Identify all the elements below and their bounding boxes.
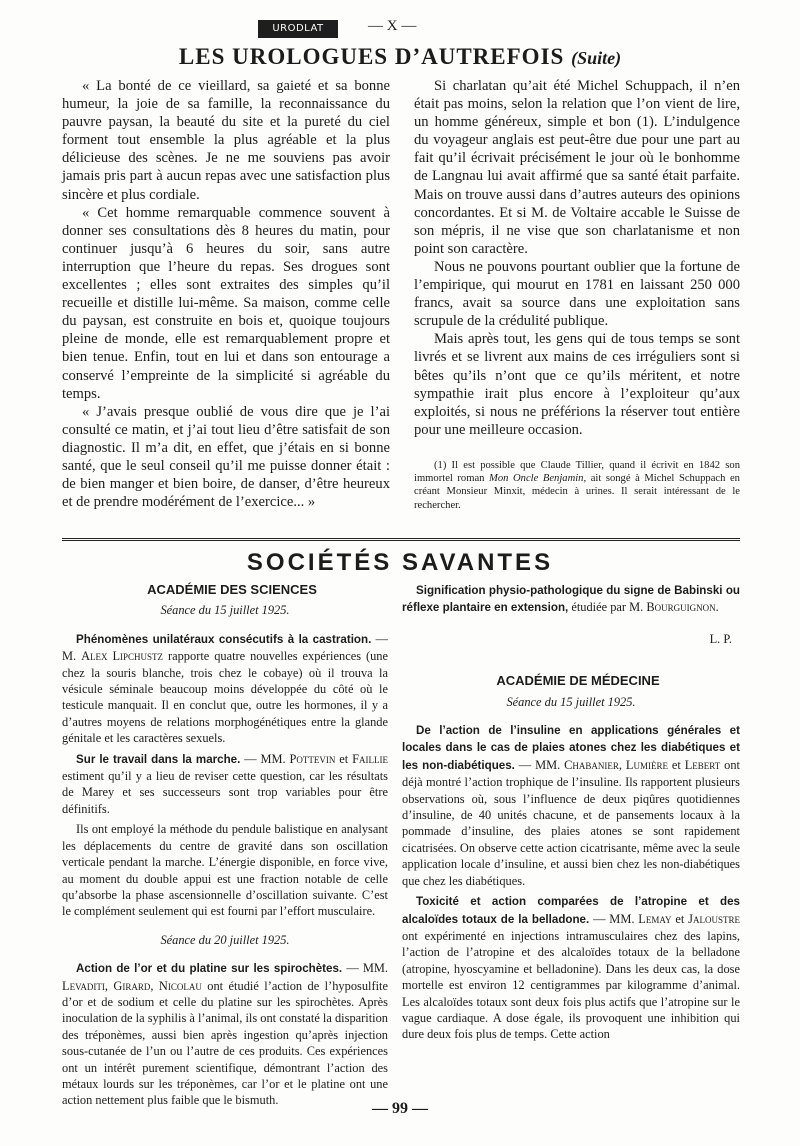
report-paragraph xyxy=(62,960,388,1109)
report-paragraph xyxy=(62,751,388,818)
article-paragraph: Nous ne pouvons pourtant oublier que la fortune de l’empirique, qui mourut en 1781 en laissant 250 000 francs, avait sa source dans une exploitation sans scrupule de la crédulité publique. xyxy=(414,258,740,330)
signature: L. P. xyxy=(709,631,732,646)
report-paragraph: Ils ont employé la méthode du pendule balistique en analysant les déplacements du centre de gravité dans son oscillation verticale pendant la marche. L’énergie disponible, en force vive, au moment du double appui est une fraction notable de celle qu’absorbe la phase ascensionnelle d’oscillation suivante. C’est le complément seulement qui est fourni par l’effort musculaire. xyxy=(62,822,388,919)
article-title xyxy=(0,44,800,70)
seance-date: Séance du 15 juillet 1925. xyxy=(506,694,636,709)
footnote-text: ait songé à Michel Schuppach en créant Monsieur Minxit, médecin à urines. Il serait intéressant de le rechercher. xyxy=(414,473,740,511)
folio: — X — xyxy=(368,18,417,34)
dash: — MM. xyxy=(342,961,389,976)
author-name: Lemay xyxy=(638,911,672,926)
societes-right-column xyxy=(402,582,740,1047)
report-paragraph xyxy=(402,722,740,889)
footnote-book-title: Mon Oncle Benjamin, xyxy=(489,473,587,485)
conjunction: et xyxy=(667,757,685,772)
footnote-text: (1) Il est possible que Claude Tillier, quand il écrivit en 1842 son immortel roman xyxy=(414,459,740,485)
report-title: Action de l’or et du platine sur les spirochètes. xyxy=(76,962,343,976)
article-left-column xyxy=(62,77,390,511)
author-name: Alex Lipchustz xyxy=(81,649,164,664)
author-name: Faillie xyxy=(352,751,388,766)
conjunction: et xyxy=(671,911,689,926)
report-title: Signification physio-pathologique du signe de Babinski ou réflexe plantaire en extension, xyxy=(402,584,740,615)
report-text: étudiée par M. xyxy=(568,600,647,615)
article-paragraph: Si charlatan qu’ait été Michel Schuppach, il n’en était pas moins, selon la relation que l’on vient de lire, un homme généreux, simple et bon (1). L’indulgence du voyageur anglais est peut-être due pour une part au fait qu’il écrivait précisément le jour où le bonhomme de Langnau lui avait affirmé que sa santé était parfaite. Mais on trouve aussi dans d’autres auteurs des opinions concordantes. Et si M. de Voltaire accable le Suisse de son mépris, il ne vise que son charlatanisme et non point son caractère. xyxy=(414,78,740,257)
dash: — MM. xyxy=(514,757,565,772)
article-title-text: LES UROLOGUES D’AUTREFOIS xyxy=(178,44,565,69)
report-title: De l’action de l’insuline en applications générales et locales dans le cas de plaies atones chez les diabétiques et les non-diabétiques. xyxy=(402,724,740,772)
academy-heading: ACADÉMIE DE MÉDECINE xyxy=(496,673,660,689)
article-right-column xyxy=(414,77,740,512)
author-name: Pottevin xyxy=(289,751,336,766)
societes-left-column xyxy=(62,582,388,1113)
article-paragraph: « La bonté de ce vieillard, sa gaieté et sa bonne humeur, la joie de sa famille, la reconnaissance du pauvre paysan, la beauté du site et la pureté du ciel forment tout ensemble la plus agréable et la plus délicieuse des scènes. Je ne me souviens pas avoir jamais pris part à aucun repas avec une satisfaction plus sincère et plus cordiale. xyxy=(62,78,390,203)
report-text: ont expérimenté en injections intramusculaires chez des lapins, l’action de l’atropine et des alcaloïdes totaux de la belladone (atropine, hyoscyamine et belladonine). Dans les deux cas, la dose mortelle est environ 12 centigrammes par kilogramme d’animal. Les alcaloïdes totaux sont deux fois plus actifs que l’atropine sur le vague cardiaque. A dose égale, ils provoquent une inhibition qui dure deux fois plus de temps. Cette action xyxy=(402,928,740,1042)
author-name: Jaloustre xyxy=(688,911,740,926)
dash: — MM. xyxy=(240,751,290,766)
article-paragraph: « Cet homme remarquable commence souvent à donner ses consultations dès 8 heures du matin, pour continuer jusqu’à 6 heures du soir, sans autre interruption que l’heure du repas. Ses drogues sont excellentes ; elles sont extraites des simples qu’il recueille et distille lui-même. Sa maison, comme celle du paysan, est construite en bois et, quoique toujours pleine de monde, elle est remarquablement propre et bien tenue. Enfin, tout en lui et dans son entourage a conservé l’empreinte de la simplicité si agréable du temps. xyxy=(62,204,390,402)
section-title: SOCIÉTÉS SAVANTES xyxy=(246,549,554,576)
dash: — MM. xyxy=(589,911,639,926)
academy-heading: ACADÉMIE DES SCIENCES xyxy=(147,582,317,597)
author-name: Bourguignon. xyxy=(646,600,719,615)
report-title: Phénomènes unilatéraux consécutifs à la castration. xyxy=(76,632,372,646)
journal-logo: URODLAT xyxy=(258,20,338,38)
report-text: ont étudié l’action de l’hyposulfite d’or et de sodium et celle du platine sur les spirochètes. Après inoculation de la syphilis à l’animal, ils ont constaté la disparition des tréponèmes, aussi bien après ingestion qu’après injection sous-cutanée de l’un ou l’autre de ces produits. Ces expériences ont un intérêt purement scientifique, démontrant l’action des métaux lourds sur les tréponèmes, car l’or et le platine ont une action nettement plus faible que le bismuth. xyxy=(62,978,388,1108)
author-name: Levaditi, Girard, Nicolau xyxy=(62,978,202,993)
author-name: Lebert xyxy=(684,757,721,772)
page-number: — 99 — xyxy=(372,1100,428,1117)
report-title: Toxicité et action comparées de l’atropine et des alcaloïdes totaux de la belladone. xyxy=(402,895,740,926)
seance-date: Séance du 20 juillet 1925. xyxy=(160,932,290,947)
report-paragraph xyxy=(402,893,740,1043)
article-title-suffix: (Suite) xyxy=(571,48,622,68)
dash: — M. xyxy=(62,631,389,664)
seance-date: Séance du 15 juillet 1925. xyxy=(160,603,290,618)
section-divider xyxy=(62,538,740,541)
report-paragraph xyxy=(62,631,388,747)
report-title: Sur le travail dans la marche. xyxy=(76,752,241,766)
footnote xyxy=(414,459,740,512)
report-paragraph xyxy=(402,582,740,617)
article-paragraph: Mais après tout, les gens qui de tous temps se sont livrés et se livrent aux mains de ces irréguliers sont si bêtes qu’ils n’ont que ce qu’ils méritent, et notre sympathie irait plus encore à l’exploiteur qu’aux exploités, si nous ne préférions la réserver tout entière pour une meilleure occasion. xyxy=(414,331,740,438)
conjunction: et xyxy=(335,751,353,766)
article-paragraph: « J’avais presque oublié de vous dire que je l’ai consulté ce matin, et j’ai tout lieu d’être satisfait de son diagnostic. Il m’a dit, en effet, que j’étais en si bonne santé, que le seul conseil qu’il me puisse donner était : de bien manger et bien boire, de danser, d’être heureux et de prendre modérément de l’exercice... » xyxy=(62,403,390,511)
report-text: estiment qu’il y a lieu de reviser cette question, car les résultats de Marey et ses successeurs sont trop variables pour être définitifs. xyxy=(62,769,388,816)
author-name: Chabanier, Lumière xyxy=(564,757,668,772)
report-text: rapporte quatre nouvelles expériences (une chez la souris blanche, trois chez le cobaye) où il trouva la vésicule séminale beaucoup moins développée du côté où le testicule manquait. Il en conclut que, outre les hormones, il y a d’autres moyens de relations morphogénétiques entre la glande génitale et les caractères sexuels. xyxy=(62,649,388,746)
report-text: ont déjà montré l’action trophique de l’insuline. Ils rapportent plusieurs observations où, sous l’influence de deux piqûres quotidiennes d’insuline, de 40 unités chacune, et de pansements locaux à la pommade d’insuline, des plaies atones se sont rapidement cicatrisées. On observe cette action cicatrisante, même avec la seule application locale d’insuline, et aussi bien chez les non-diabétiques que chez les diabétiques. xyxy=(402,757,741,888)
